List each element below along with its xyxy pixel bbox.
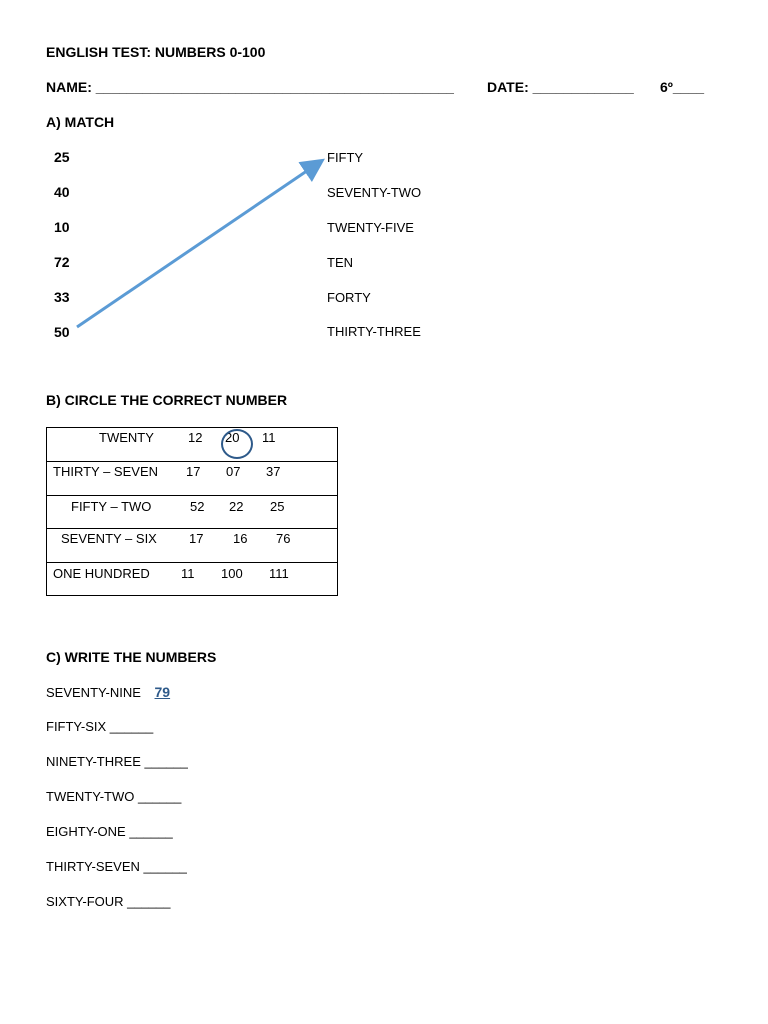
arrow-line xyxy=(77,162,320,327)
example-answer: 79 xyxy=(154,684,171,700)
example-word: SEVENTY-NINE xyxy=(46,685,141,700)
number-option[interactable]: 25 xyxy=(270,499,285,514)
write-item[interactable]: FIFTY-SIX ______ xyxy=(46,719,154,734)
match-number: 50 xyxy=(54,324,70,340)
table-row xyxy=(47,462,337,496)
write-item[interactable]: SIXTY-FOUR ______ xyxy=(46,894,171,909)
number-option[interactable]: 11 xyxy=(181,566,195,581)
match-number: 25 xyxy=(54,149,70,165)
match-number: 72 xyxy=(54,254,70,270)
table-row xyxy=(47,496,337,529)
write-example xyxy=(46,684,170,700)
circle-table xyxy=(46,427,338,596)
number-word: TWENTY xyxy=(99,430,154,445)
match-word: FIFTY xyxy=(327,150,364,165)
number-word: FIFTY – TWO xyxy=(71,499,152,514)
number-option[interactable]: 37 xyxy=(266,464,281,479)
number-option[interactable]: 16 xyxy=(233,531,248,546)
table-row xyxy=(47,563,337,595)
write-item[interactable]: EIGHTY-ONE ______ xyxy=(46,824,173,839)
section-a-heading: A) MATCH xyxy=(46,114,115,130)
section-b-heading: B) CIRCLE THE CORRECT NUMBER xyxy=(46,392,288,408)
name-field[interactable]: NAME: ______________________________________________ xyxy=(46,79,454,95)
match-word: FORTY xyxy=(327,290,371,305)
table-row xyxy=(47,529,337,563)
write-item[interactable]: TWENTY-TWO ______ xyxy=(46,789,182,804)
match-arrow xyxy=(0,0,768,400)
number-option[interactable]: 22 xyxy=(229,499,244,514)
number-word: THIRTY – SEVEN xyxy=(53,464,158,479)
grade-field[interactable]: 6º____ xyxy=(660,79,705,95)
match-number: 40 xyxy=(54,184,70,200)
table-row xyxy=(47,428,337,462)
number-option[interactable]: 111 xyxy=(269,566,289,581)
write-item[interactable]: THIRTY-SEVEN ______ xyxy=(46,859,187,874)
number-option[interactable]: 07 xyxy=(226,464,241,479)
number-option[interactable]: 17 xyxy=(186,464,201,479)
match-word: TEN xyxy=(327,255,353,270)
match-word: TWENTY-FIVE xyxy=(327,220,414,235)
number-option[interactable]: 12 xyxy=(188,430,203,445)
number-option[interactable]: 17 xyxy=(189,531,204,546)
answer-circle xyxy=(221,429,253,459)
match-word: THIRTY-THREE xyxy=(327,324,421,339)
number-option[interactable]: 20 xyxy=(225,430,240,445)
number-option[interactable]: 100 xyxy=(221,566,243,581)
match-number: 33 xyxy=(54,289,70,305)
number-option[interactable]: 11 xyxy=(262,430,276,445)
number-option[interactable]: 76 xyxy=(276,531,291,546)
number-option[interactable]: 52 xyxy=(190,499,205,514)
date-field[interactable]: DATE: _____________ xyxy=(487,79,634,95)
write-item[interactable]: NINETY-THREE ______ xyxy=(46,754,188,769)
match-word: SEVENTY-TWO xyxy=(327,185,422,200)
number-word: ONE HUNDRED xyxy=(53,566,150,581)
number-word: SEVENTY – SIX xyxy=(61,531,157,546)
match-number: 10 xyxy=(54,219,70,235)
section-c-heading: C) WRITE THE NUMBERS xyxy=(46,649,217,665)
test-title: ENGLISH TEST: NUMBERS 0-100 xyxy=(46,44,266,60)
